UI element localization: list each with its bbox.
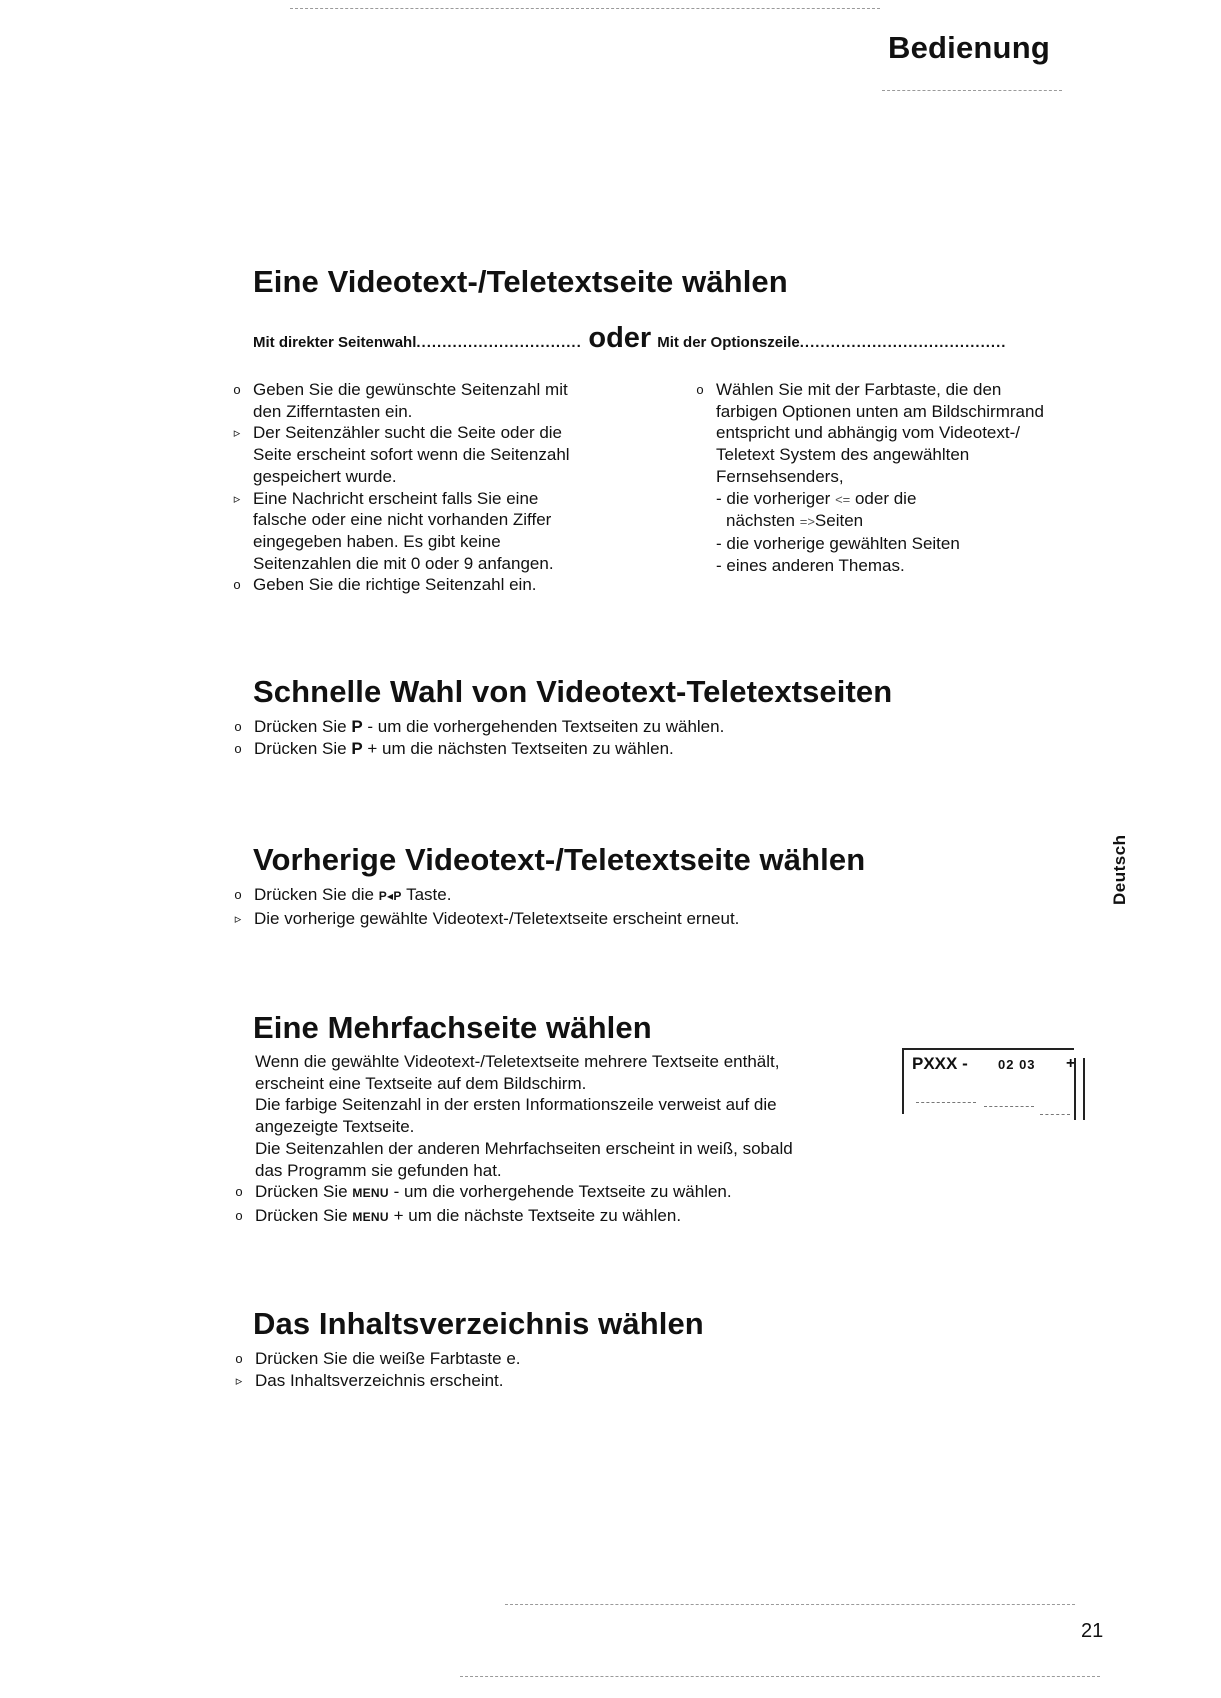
key-label: MENU [352, 1209, 389, 1224]
screen-page-number: PXXX - [912, 1054, 968, 1073]
text-line: Geben Sie die gewünschte Seitenzahl mit [253, 380, 568, 399]
scan-artifact-footer [505, 1604, 1075, 1605]
text-fragment: - die vorheriger [716, 488, 836, 508]
screen-plus: + [1066, 1055, 1076, 1072]
list-item [233, 379, 673, 422]
list-item [235, 1205, 905, 1229]
text-line: Seitenzahlen die mit 0 oder 9 anfangen. [253, 553, 554, 573]
text-line: Eine Nachricht erscheint falls Sie eine [253, 488, 539, 508]
sub-item-previous-selected: - die vorherige gewählten Seiten [716, 533, 960, 553]
key-label: P◂P [378, 889, 402, 903]
right-arrow-icon: => [799, 514, 815, 530]
multi-page-text [235, 1051, 905, 1229]
section-title-previous-page: Vorherige Videotext-/Teletextseite wählen [253, 842, 866, 877]
section-title-select-page: Eine Videotext-/Teletextseite wählen [253, 264, 788, 299]
text-line: gespeichert wurde. [253, 466, 397, 486]
list-item [235, 1370, 1075, 1392]
result-arrow-icon: ▹ [235, 1372, 243, 1388]
screen-subpage-numbers: 02 03 [998, 1057, 1036, 1072]
list-item [235, 1348, 1075, 1370]
screen-noise [916, 1102, 976, 1103]
text-line: Wählen Sie mit der Farbtaste, die den [716, 380, 1002, 399]
bullet-icon: o [235, 1184, 243, 1200]
result-arrow-icon: ▹ [234, 910, 242, 926]
text-line: Geben Sie die richtige Seitenzahl ein. [253, 575, 537, 595]
text-fragment: Seiten [814, 511, 864, 531]
scan-artifact-top [290, 8, 880, 9]
scan-artifact-header [882, 90, 1062, 91]
text-fragment: Drücken Sie [255, 1182, 353, 1202]
bullet-icon: o [233, 577, 241, 593]
list-item [235, 1181, 905, 1205]
text-line: falsche oder eine nicht vorhanden Ziffer [253, 510, 552, 530]
text-line: Der Seitenzähler sucht die Seite oder die [253, 423, 563, 443]
text-line: Die Seitenzahlen der anderen Mehrfachseiten erscheint in weiß, sobald [255, 1138, 793, 1158]
bullet-icon: o [233, 382, 241, 397]
index-list [235, 1348, 1075, 1391]
sub-item-previous-next [716, 488, 1126, 511]
text-line: den Zifferntasten ein. [253, 401, 413, 421]
list-item [233, 574, 673, 596]
text-line: Wenn die gewählte Videotext-/Teletextseite mehrere Textseite enthält, [255, 1052, 780, 1071]
bullet-icon: o [234, 887, 242, 902]
screen-edge [1074, 1058, 1085, 1120]
left-arrow-icon: <= [835, 491, 851, 507]
key-label: MENU [352, 1186, 389, 1201]
list-item [233, 422, 673, 487]
text-line: Seite erscheint sofort wenn die Seitenzahl [253, 445, 570, 465]
list-item [234, 716, 1074, 738]
mode-options-label: Mit der Optionszeile [657, 334, 800, 351]
text-fragment: Taste. [401, 885, 452, 904]
sub-item-other-topic: - eines anderen Themas. [716, 555, 905, 575]
mode-dots-right: ........................................ [799, 334, 1007, 351]
language-tab: Deutsch [1110, 834, 1129, 905]
text-line: farbigen Optionen unten am Bildschirmrand [716, 401, 1044, 421]
screen-noise [984, 1106, 1034, 1107]
teletext-screen-illustration [902, 1048, 1074, 1114]
mode-dots-left: ................................ [416, 334, 582, 351]
list-item [696, 379, 1126, 488]
list-item [234, 908, 1074, 930]
text-fragment: - um die vorhergehenden Textseiten zu wählen. [362, 717, 725, 736]
scan-artifact-bottom [460, 1676, 1100, 1677]
list-item [234, 884, 1074, 908]
text-fragment: + um die nächste Textseite zu wählen. [388, 1205, 682, 1225]
previous-page-list [234, 884, 1074, 929]
text-fragment: - um die vorhergehende Textseite zu wählen. [388, 1182, 732, 1202]
text-fragment: Drücken Sie [254, 738, 352, 758]
text-line: eingegeben haben. Es gibt keine [253, 531, 501, 551]
section-title-quick-select: Schnelle Wahl von Videotext-Teletextseiten [253, 674, 893, 709]
screen-noise [1040, 1114, 1070, 1115]
option-line-list [696, 379, 1126, 576]
header-title: Bedienung [888, 30, 1050, 65]
key-label: P [351, 717, 363, 736]
quick-select-list [234, 716, 1074, 759]
bullet-icon: o [696, 382, 704, 397]
text-line: angezeigte Textseite. [255, 1117, 415, 1137]
text-line: das Programm sie gefunden hat. [255, 1160, 502, 1180]
text-fragment: Drücken Sie [255, 1205, 353, 1225]
result-arrow-icon: ▹ [233, 490, 241, 506]
text-fragment: Das Inhaltsverzeichnis erscheint. [255, 1370, 504, 1390]
section-title-index: Das Inhaltsverzeichnis wählen [253, 1306, 704, 1341]
bullet-icon: o [234, 740, 242, 756]
section-title-multi-page: Eine Mehrfachseite wählen [253, 1010, 652, 1045]
bullet-icon: o [235, 1351, 243, 1366]
bullet-icon: o [234, 719, 242, 734]
text-fragment: Drücken Sie die weiße Farbtaste e. [255, 1349, 521, 1368]
mode-direct-label: Mit direkter Seitenwahl [253, 334, 417, 351]
mode-or: oder [588, 322, 652, 354]
sub-item-next [716, 510, 1126, 533]
text-line: entspricht und abhängig vom Videotext-/ [716, 423, 1020, 443]
page-number: 21 [1081, 1620, 1104, 1642]
text-fragment: oder die [850, 488, 917, 508]
text-fragment: Drücken Sie [254, 717, 352, 736]
text-fragment: Drücken Sie die [254, 885, 379, 904]
text-line: Fernsehsenders, [716, 466, 844, 486]
text-fragment: Die vorherige gewählte Videotext-/Teletextseite erscheint erneut. [254, 908, 740, 928]
text-line: erscheint eine Textseite auf dem Bildschirm. [255, 1073, 587, 1093]
text-line: Teletext System des angewählten [716, 445, 970, 465]
key-label: P [351, 738, 363, 758]
mode-line [253, 322, 1083, 355]
result-arrow-icon: ▹ [233, 425, 241, 441]
list-item [234, 738, 1074, 760]
text-fragment: nächsten [726, 511, 800, 531]
text-line: Die farbige Seitenzahl in der ersten Informationszeile verweist auf die [255, 1095, 777, 1115]
bullet-icon: o [235, 1207, 243, 1223]
direct-selection-list [233, 379, 673, 596]
text-fragment: + um die nächsten Textseiten zu wählen. [362, 738, 674, 758]
list-item [233, 488, 673, 575]
